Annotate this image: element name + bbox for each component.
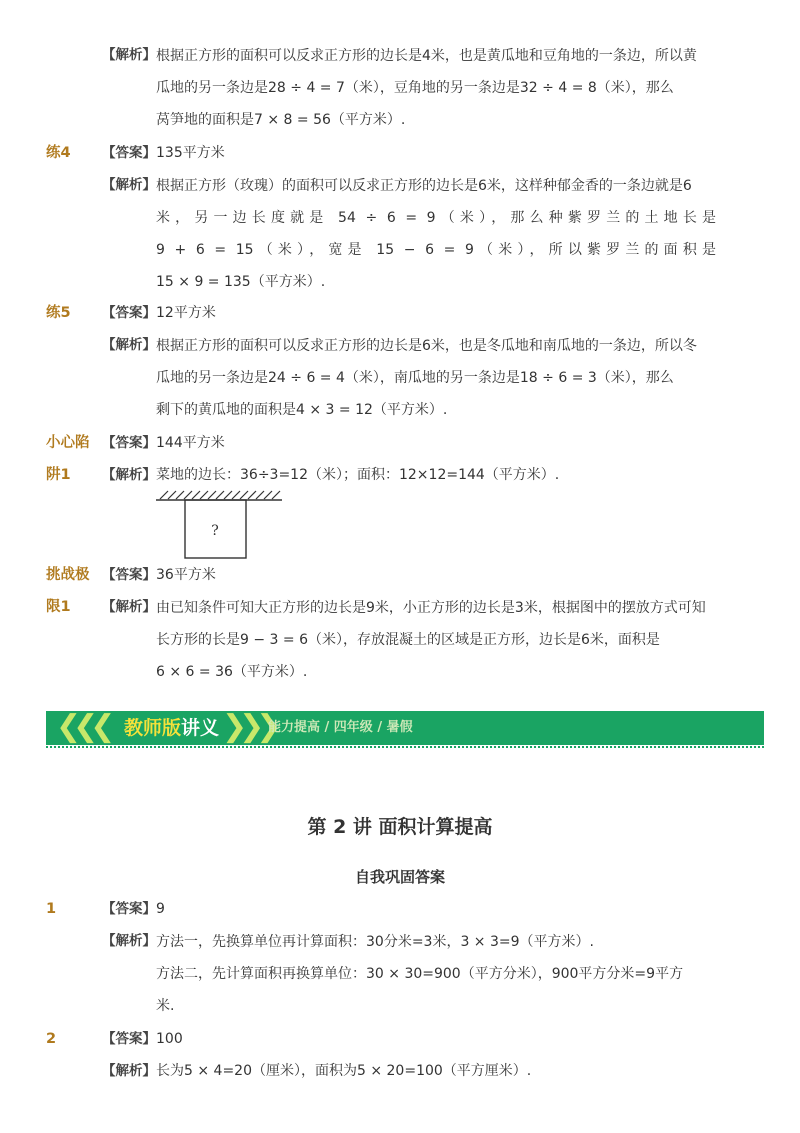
- text-line: 长方形的长是9 − 3 = 6（米），存放混凝土的区域是正方形，边长是6米，面积是: [156, 632, 660, 648]
- text-line: 莴笋地的面积是7 × 8 = 56（平方米）.: [156, 112, 406, 128]
- analysis-tag: 【解析】: [102, 467, 156, 483]
- text-line: 根据正方形的面积可以反求正方形的边长是4米，也是黄瓜地和豆角地的一条边，所以黄: [156, 48, 697, 64]
- section-title: 自我巩固答案: [354, 868, 445, 886]
- chevron-right-icon: ❯❯❯: [222, 711, 274, 744]
- banner-title-b: 讲义: [181, 717, 220, 739]
- answer-value: 36平方米: [156, 567, 216, 583]
- answer-value: 135平方米: [156, 145, 225, 161]
- text-line: 剩下的黄瓜地的面积是4 × 3 = 12（平方米）.: [156, 402, 448, 418]
- hatch-marks: [160, 491, 280, 499]
- banner-title-a: 教师版: [124, 717, 182, 739]
- text-line: 米，另一边长度就是 54 ÷ 6 = 9（米），那么种紫罗兰的土地长是: [156, 210, 716, 226]
- banner-title: [124, 711, 219, 745]
- text-line: 米.: [156, 998, 175, 1014]
- answer-tag: 【答案】: [102, 305, 156, 321]
- analysis-tag: 【解析】: [102, 337, 156, 353]
- analysis-tag: 【解析】: [102, 47, 156, 63]
- analysis-tag: 【解析】: [102, 599, 156, 615]
- answer-value: 12平方米: [156, 305, 216, 321]
- lecture-title: 第 2 讲 面积计算提高: [307, 816, 493, 838]
- problem-label: 练5: [46, 305, 71, 321]
- text-line: 根据正方形的面积可以反求正方形的边长是6米，也是冬瓜地和南瓜地的一条边，所以冬: [156, 338, 697, 354]
- dotted-divider: [46, 746, 764, 748]
- analysis-text: 长为5 × 4=20（厘米），面积为5 × 20=100（平方厘米）.: [156, 1063, 532, 1079]
- text-line: 瓜地的另一条边是24 ÷ 6 = 4（米），南瓜地的另一条边是18 ÷ 6 = 3（米），那么: [156, 370, 674, 386]
- question-number: 1: [46, 901, 57, 917]
- question-number: 2: [46, 1031, 57, 1047]
- analysis-tag: 【解析】: [102, 933, 156, 949]
- problem-label: 小心陷: [46, 435, 90, 451]
- text-line: 6 × 6 = 36（平方米）.: [156, 664, 308, 680]
- text-line: 由已知条件可知大正方形的边长是9米，小正方形的边长是3米，根据图中的摆放方式可知: [156, 600, 706, 616]
- answer-value: 9: [156, 901, 165, 917]
- answer-value: 100: [156, 1031, 183, 1047]
- analysis-text: [156, 592, 716, 688]
- problem-label: 练4: [46, 145, 71, 161]
- square-figure: [154, 488, 286, 562]
- analysis-text: [156, 330, 716, 426]
- breadcrumb: 能力提高 / 四年级 / 暑假: [268, 720, 413, 735]
- analysis-text: [156, 926, 716, 1022]
- text-line: 方法二，先计算面积再换算单位：30 × 30=900（平方分米），900平方分米=9平方: [156, 966, 684, 982]
- answer-tag: 【答案】: [102, 1031, 156, 1047]
- answer-tag: 【答案】: [102, 145, 156, 161]
- analysis-text: [156, 170, 716, 298]
- text-line: 瓜地的另一条边是28 ÷ 4 = 7（米），豆角地的另一条边是32 ÷ 4 = 8（米），那么: [156, 80, 674, 96]
- chevron-left-icon: ❮❮❮: [56, 711, 108, 744]
- answer-value: 144平方米: [156, 435, 225, 451]
- analysis-tag: 【解析】: [102, 1063, 156, 1079]
- analysis-tag: 【解析】: [102, 177, 156, 193]
- answer-tag: 【答案】: [102, 435, 156, 451]
- problem-label-cont: 限1: [46, 599, 71, 615]
- analysis-text: 菜地的边长：36÷3=12（米）；面积：12×12=144（平方米）.: [156, 467, 560, 483]
- problem-label-cont: 阱1: [46, 467, 71, 483]
- text-line: 15 × 9 = 135（平方米）.: [156, 274, 326, 290]
- figure-question-mark: ?: [211, 523, 219, 539]
- text-line: 9 + 6 = 15（米），宽是 15 − 6 = 9（米），所以紫罗兰的面积是: [156, 242, 716, 258]
- analysis-text: [156, 40, 716, 136]
- teacher-edition-banner: [46, 711, 764, 745]
- answer-tag: 【答案】: [102, 901, 156, 917]
- problem-label: 挑战极: [46, 567, 90, 583]
- answer-tag: 【答案】: [102, 567, 156, 583]
- text-line: 根据正方形（玫瑰）的面积可以反求正方形的边长是6米，这样种郁金香的一条边就是6: [156, 178, 692, 194]
- text-line: 方法一，先换算单位再计算面积：30分米=3米，3 × 3=9（平方米）.: [156, 934, 594, 950]
